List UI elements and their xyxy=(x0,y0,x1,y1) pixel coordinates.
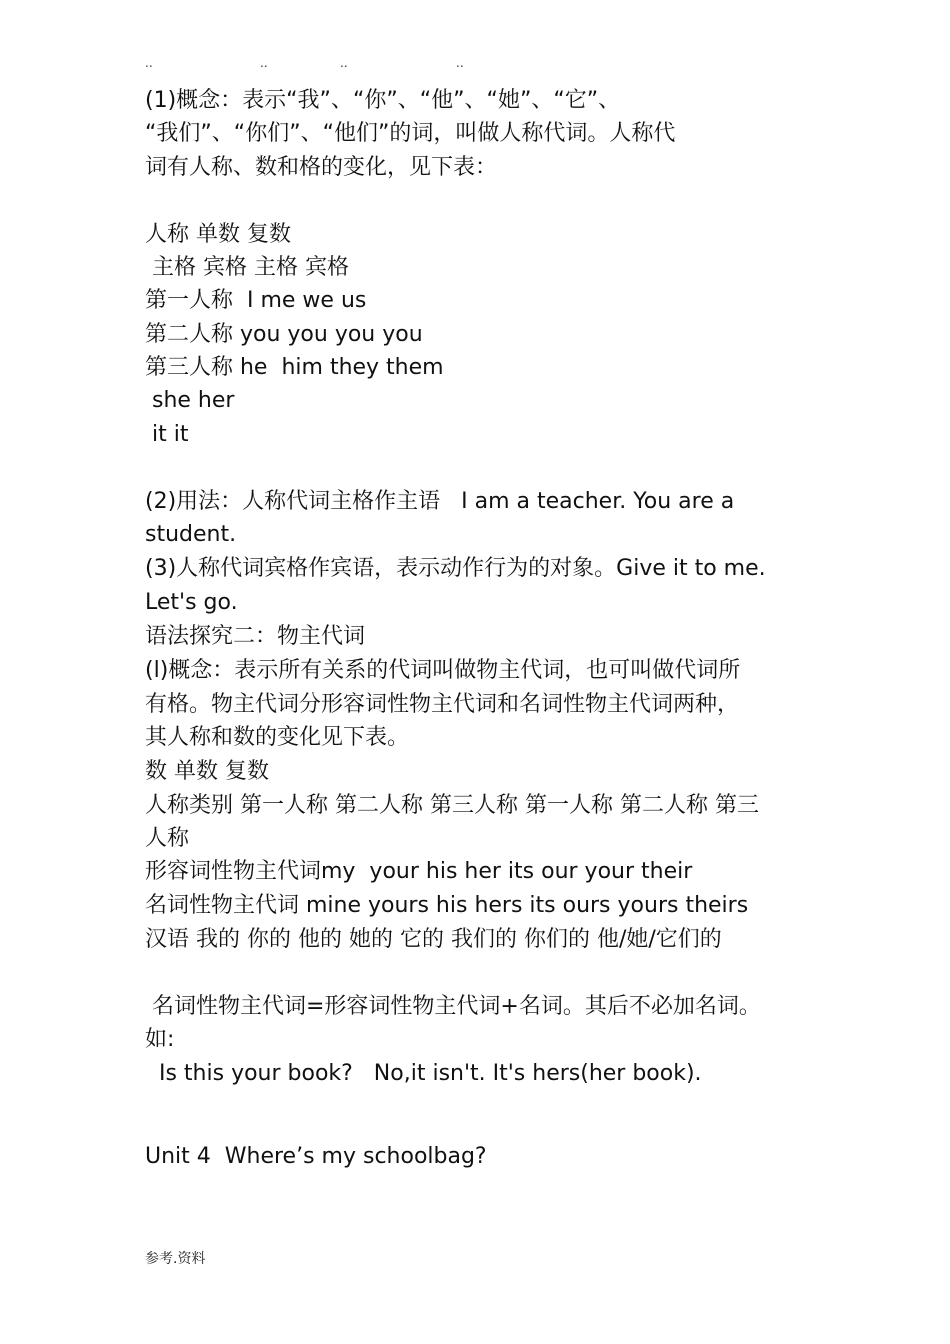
text-line: (1)概念：表示“我”、“你”、“他”、“她”、“它”、 xyxy=(145,88,621,113)
header-mark: .. xyxy=(456,56,464,70)
text-line: 词有人称、数和格的变化，见下表： xyxy=(145,155,498,180)
text-line: 数 单数 复数 xyxy=(145,759,269,784)
text-line: 形容词性物主代词my your his her its our your their xyxy=(145,859,693,884)
text-line: 名词性物主代词 mine yours his hers its ours yours theirs xyxy=(145,893,749,918)
text-line: (3)人称代词宾格作宾语，表示动作行为的对象。Give it to me. xyxy=(145,556,766,581)
text-line: 第一人称 I me we us xyxy=(145,288,367,313)
text-line: 人称 xyxy=(145,826,190,851)
text-line: 第三人称 he him they them xyxy=(145,355,444,380)
text-line: 第二人称 you you you you xyxy=(145,322,423,347)
header-mark: .. xyxy=(260,56,268,70)
section-heading: 语法探究二：物主代词 xyxy=(145,624,366,649)
text-line: she her xyxy=(145,388,235,413)
header-mark: .. xyxy=(145,56,153,70)
text-line: “我们”、“你们”、“他们”的词，叫做人称代词。人称代 xyxy=(145,121,676,146)
text-line: 汉语 我的 你的 他的 她的 它的 我们的 你们的 他/她/它们的 xyxy=(145,927,722,952)
text-line: 有格。物主代词分形容词性物主代词和名词性物主代词两种， xyxy=(145,692,740,717)
text-line: 如: xyxy=(145,1027,175,1052)
page-footer: 参考.资料 xyxy=(145,1251,206,1267)
header-mark: .. xyxy=(340,56,348,70)
text-line: it it xyxy=(145,422,189,447)
text-line: (2)用法：人称代词主格作主语 I am a teacher. You are a xyxy=(145,489,735,514)
text-line: 人称类别 第一人称 第二人称 第三人称 第一人称 第二人称 第三 xyxy=(145,793,759,818)
text-line: 其人称和数的变化见下表。 xyxy=(145,725,410,750)
unit-heading: Unit 4 Where’s my schoolbag? xyxy=(145,1144,487,1169)
text-line: 名词性物主代词=形容词性物主代词+名词。其后不必加名词。 xyxy=(145,994,761,1019)
text-line: Is this your book? No,it isn't. It's hers(her book). xyxy=(145,1061,702,1086)
text-line: (l)概念：表示所有关系的代词叫做物主代词，也可叫做代词所 xyxy=(145,658,741,683)
text-line: Let's go. xyxy=(145,590,238,615)
text-line: student. xyxy=(145,522,237,547)
text-line: 人称 单数 复数 xyxy=(145,222,291,247)
text-line: 主格 宾格 主格 宾格 xyxy=(145,255,349,280)
